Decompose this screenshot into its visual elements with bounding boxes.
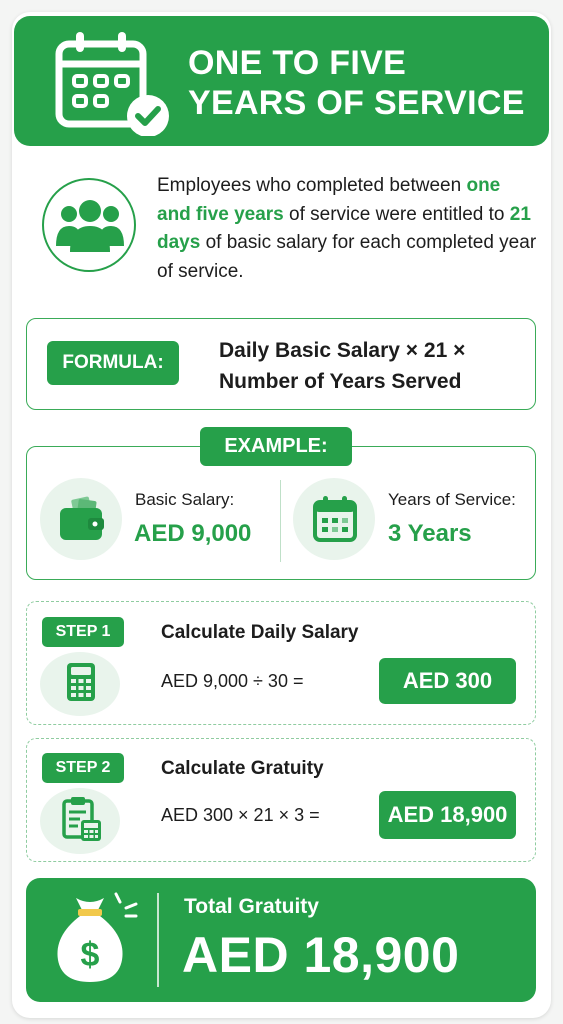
formula-label: FORMULA: xyxy=(47,341,179,385)
salary-value: AED 9,000 xyxy=(134,520,252,547)
total-caption: Total Gratuity xyxy=(184,895,319,918)
years-value: 3 Years xyxy=(388,520,472,547)
salary-caption: Basic Salary: xyxy=(135,490,235,509)
total-value: AED 18,900 xyxy=(182,927,460,983)
header-banner xyxy=(14,16,549,146)
clipboard-calculator-icon xyxy=(62,796,102,847)
title-line-2: YEARS OF SERVICE xyxy=(188,84,525,122)
total-divider xyxy=(157,893,159,987)
intro-text-part: Employees who completed between xyxy=(157,175,467,196)
step-1-title: Calculate Daily Salary xyxy=(161,622,359,643)
formula-line-1: Daily Basic Salary × 21 × xyxy=(219,339,466,362)
formula-box xyxy=(26,318,536,410)
intro-highlight-years: one and five years xyxy=(157,175,501,225)
intro-text-part: of service were entitled to xyxy=(283,203,510,225)
step-2-result: AED 18,900 xyxy=(379,791,516,839)
step-2-calculation: AED 300 × 21 × 3 = xyxy=(161,805,320,825)
intro-text-part: of basic salary for each completed year of service. xyxy=(157,232,537,282)
title-line-1: ONE TO FIVE xyxy=(188,44,407,82)
step-1-result: AED 300 xyxy=(379,658,516,704)
calendar-icon xyxy=(312,494,358,547)
money-bag-icon xyxy=(50,890,144,993)
step-1-label: STEP 1 xyxy=(42,617,124,647)
step-2-title: Calculate Gratuity xyxy=(161,758,324,779)
step-1-calculation: AED 9,000 ÷ 30 = xyxy=(161,671,304,691)
calculator-icon xyxy=(66,662,96,707)
years-caption: Years of Service: xyxy=(388,490,516,509)
example-label: EXAMPLE: xyxy=(200,427,352,466)
formula-line-2: Number of Years Served xyxy=(219,370,462,393)
page-title xyxy=(188,43,525,123)
example-divider xyxy=(280,480,281,562)
intro-highlight-days: 21 days xyxy=(157,203,531,253)
wallet-icon xyxy=(58,496,106,547)
svg-text:$: $ xyxy=(80,936,100,974)
step-2-label: STEP 2 xyxy=(42,753,124,783)
intro-description xyxy=(157,172,537,286)
calendar-check-icon xyxy=(54,30,170,141)
formula-text xyxy=(219,335,465,397)
people-group-icon xyxy=(42,178,136,272)
